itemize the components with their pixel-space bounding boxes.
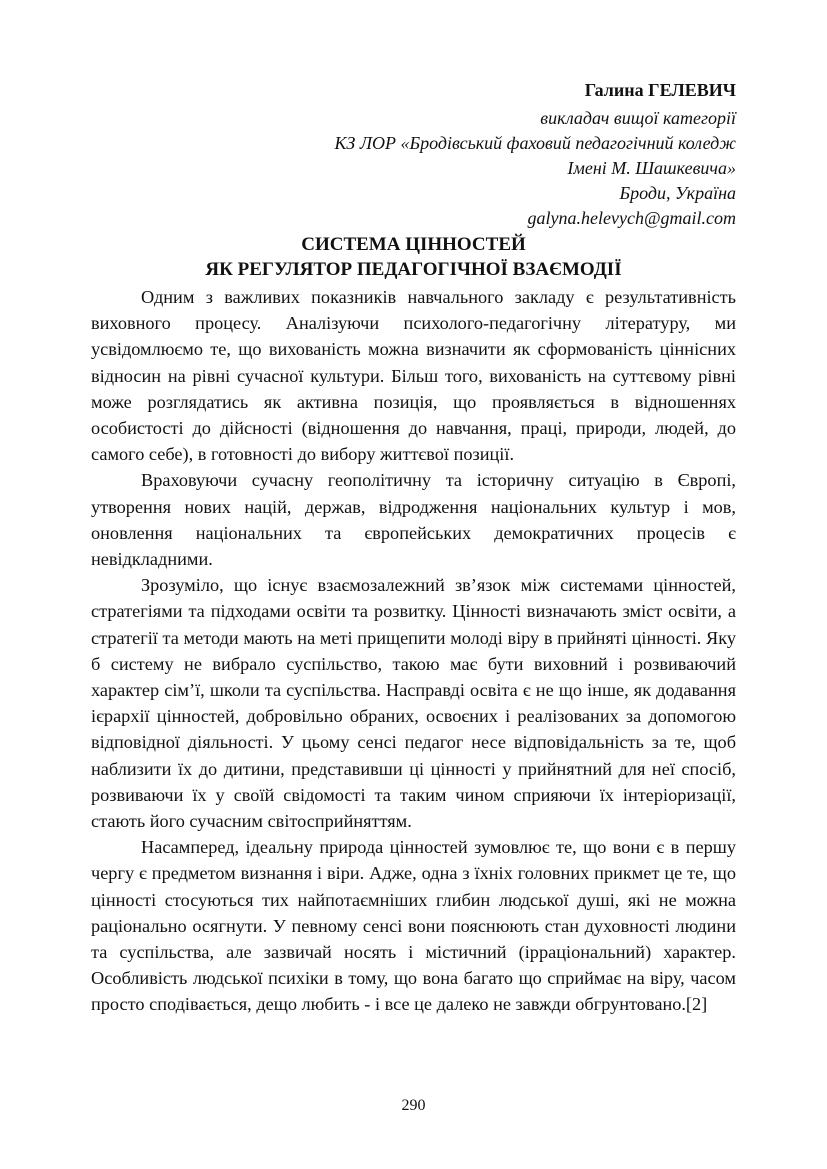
- author-block: [176, 78, 736, 231]
- title-line-2: ЯК РЕГУЛЯТОР ПЕДАГОГІЧНОЇ ВЗАЄМОДІЇ: [205, 259, 622, 280]
- author-institution: КЗ ЛОР «Бродівський фаховий педагогічний коледж: [334, 133, 736, 153]
- author-location: Броди, Україна: [619, 183, 736, 203]
- paragraph: Зрозуміло, що існує взаємозалежний зв’язок між системами цінностей, стратегіями та підходами освіти та розвитку. Цінності визначають зміст освіти, а стратегії та методи мають на меті прищепити молоді віру в прийняті цінності. Яку б систему не вибрало суспільство, такою має бути виховний і розвиваючий характер сім’ї, школи та суспільства. Насправді освіта є не що інше, як додавання ієрархії цінностей, добровільно обраних, освоєних і реалізованих за допомогою відповідної діяльності. У цьому сенсі педагог несе відповідальність за те, щоб наблизити їх до дитини, представивши ці цінності у прийнятний для неї спосіб, розвиваючи їх у своїй свідомості та таким чином сприяючи їх інтеріоризації, стають його сучасним світосприйняттям.: [91, 575, 736, 832]
- author-institution-cont: Імені М. Шашкевича»: [567, 158, 736, 178]
- page-number: 290: [401, 1097, 426, 1114]
- author-email: galyna.helevych@gmail.com: [527, 208, 736, 228]
- author-name: Галина ГЕЛЕВИЧ: [584, 80, 736, 100]
- title-line-1: СИСТЕМА ЦІННОСТЕЙ: [301, 234, 526, 255]
- article-body: [91, 284, 736, 1018]
- paragraph: Одним з важливих показників навчального закладу є результативність виховного процесу. Аналізуючи психолого-педагогічну літературу, ми усвідомлюємо те, що вихованість можна визначити як сформованість ціннісних відносин на рівні сучасної культури. Більш того, вихованість на суттєвому рівні може розглядатись як активна позиція, що проявляється в відношеннях особистості до дійсності (відношення до навчання, праці, природи, людей, до самого себе), в готовності до вибору життєвої позиції.: [91, 287, 736, 465]
- paragraph: Враховуючи сучасну геополітичну та історичну ситуацію в Європі, утворення нових націй, держав, відродження національних культур і мов, оновлення національних та європейських демократичних процесів є невідкладними.: [91, 470, 736, 570]
- article-title: [91, 232, 736, 282]
- author-position: викладач вищої категорії: [540, 108, 736, 128]
- paragraph: Насамперед, ідеальну природа цінностей зумовлює те, що вони є в першу чергу є предметом визнання і віри. Адже, одна з їхніх головних прикмет це те, що цінності стосуються тих найпотаємніших глибин людської душі, які не можна раціонально осягнути. У певному сенсі вони пояснюють стан духовності людини та суспільства, але зазвичай носять і містичний (ірраціональний) характер. Особливість людської психіки в тому, що вона багато що сприймає на віру, часом просто сподівається, дещо любить - і все це далеко не завжди обгрунтовано.[2]: [91, 837, 736, 1015]
